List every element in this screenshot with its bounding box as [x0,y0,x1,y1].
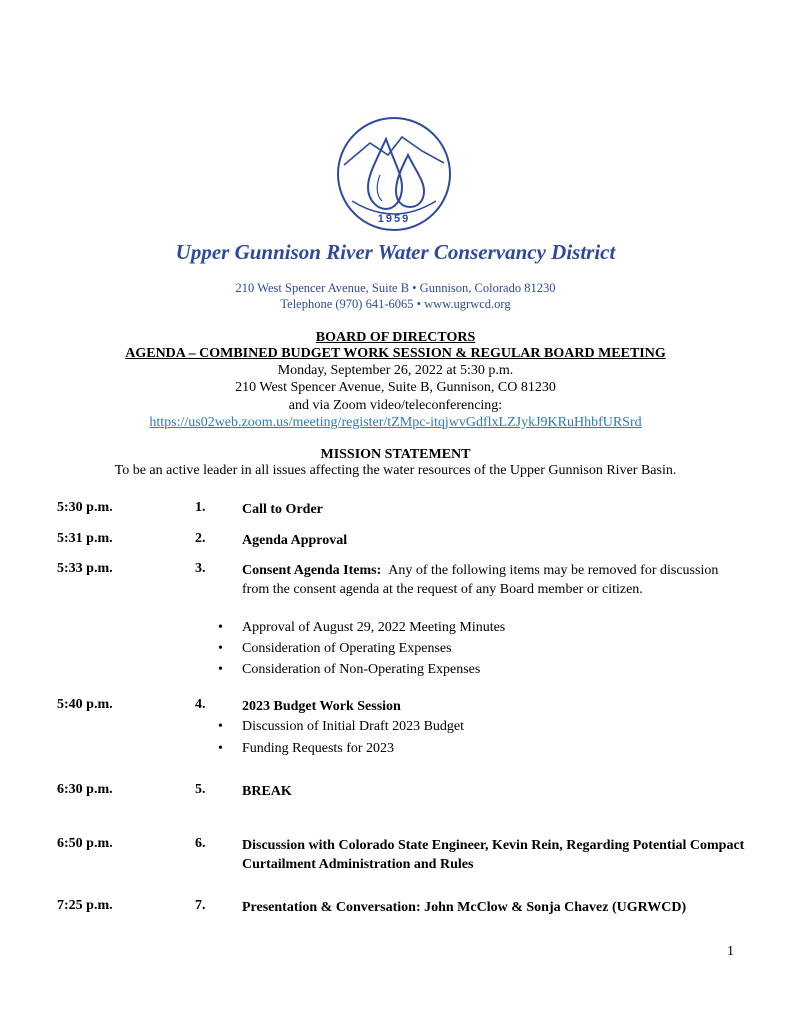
agenda-bullet: Discussion of Initial Draft 2023 Budget [242,719,465,734]
meeting-location: 210 West Spencer Avenue, Suite B, Gunnison, CO 81230 [235,380,556,395]
agenda-bullet: Consideration of Non-Operating Expenses [242,662,481,677]
agenda-number: 7. [195,898,206,913]
meeting-date: Monday, September 26, 2022 at 5:30 p.m. [277,363,514,378]
agenda-title: 2023 Budget Work Session [242,699,401,714]
agenda-number: 3. [195,561,206,576]
mission-heading: MISSION STATEMENT [320,447,471,462]
bullet-dot: • [218,620,223,635]
page-number: 1 [727,944,734,959]
agenda-time: 6:30 p.m. [57,782,113,797]
agenda-time: 6:50 p.m. [57,836,113,851]
agenda-time: 5:40 p.m. [57,697,113,712]
agenda-title: BREAK [242,784,292,799]
org-address: 210 West Spencer Avenue, Suite B • Gunnison, Colorado 81230 [235,281,556,295]
agenda-title: Agenda Approval [242,533,348,548]
agenda-title: Call to Order [242,502,323,517]
bullet-dot: • [218,741,223,756]
agenda-number: 4. [195,697,206,712]
agenda-bullet: Funding Requests for 2023 [242,741,395,756]
agenda-time: 7:25 p.m. [57,898,113,913]
agenda-bullet: Consideration of Operating Expenses [242,641,452,656]
agenda-number: 2. [195,531,206,546]
agenda-title-block [242,561,737,599]
board-heading: BOARD OF DIRECTORS [315,330,476,345]
bullet-dot: • [218,662,223,677]
agenda-title: Consent Agenda Items: [242,563,382,578]
district-logo [330,115,458,233]
mission-text: To be an active leader in all issues affecting the water resources of the Upper Gunnison River Basin. [114,463,677,478]
org-contact: Telephone (970) 641-6065 • www.ugrwcd.org [280,297,511,311]
agenda-number: 5. [195,782,206,797]
bullet-dot: • [218,719,223,734]
org-name: Upper Gunnison River Water Conservancy District [175,240,616,264]
agenda-bullet: Approval of August 29, 2022 Meeting Minutes [242,620,506,635]
zoom-link[interactable]: https://us02web.zoom.us/meeting/register/tZMpc-itqjwvGdflxLZJykJ9KRuHhbfURSrd [149,415,642,430]
agenda-heading: AGENDA – COMBINED BUDGET WORK SESSION & REGULAR BOARD MEETING [125,346,666,361]
agenda-title: Discussion with Colorado State Engineer, Kevin Rein, Regarding Potential Compact Curtailment Administration and Rules [242,838,745,872]
agenda-number: 6. [195,836,206,851]
agenda-time: 5:30 p.m. [57,500,113,515]
agenda-number: 1. [195,500,206,515]
bullet-dot: • [218,641,223,656]
agenda-description: Any of the following items may be removed for discussion from the consent agenda at the request of any Board member or citizen. [242,563,719,597]
agenda-time: 5:31 p.m. [57,531,113,546]
zoom-line: and via Zoom video/teleconferencing: [288,398,503,413]
agenda-title: Presentation & Conversation: John McClow & Sonja Chavez (UGRWCD) [242,900,687,915]
agenda-time: 5:33 p.m. [57,561,113,576]
logo-year: 1959 [377,213,411,225]
